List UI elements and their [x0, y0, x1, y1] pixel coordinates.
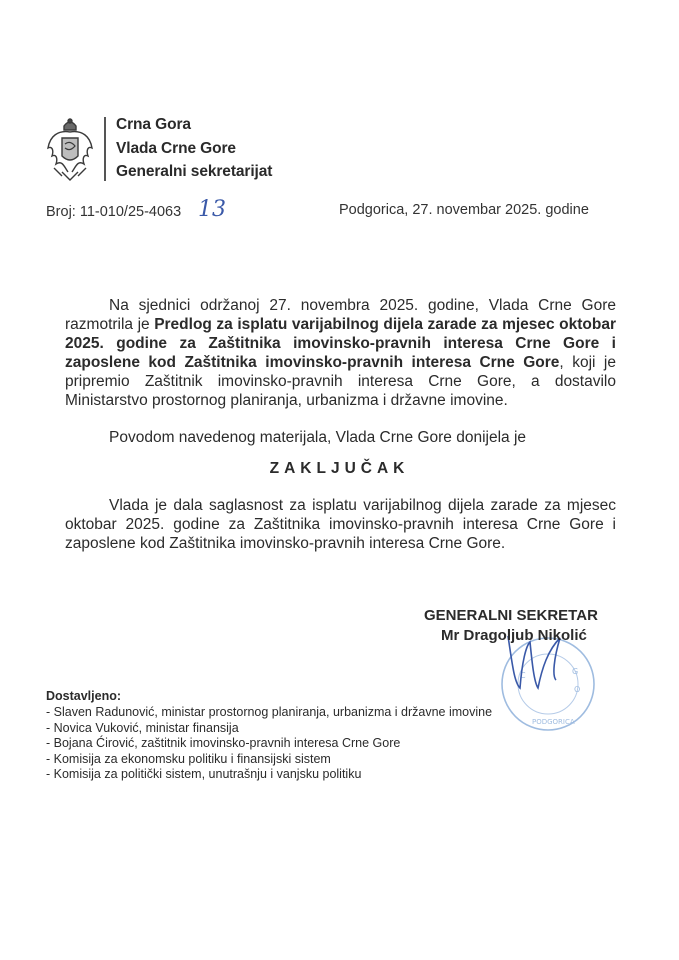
- svg-text:O: O: [574, 685, 581, 694]
- intro-paragraph: [65, 296, 616, 410]
- coat-of-arms-icon: [44, 116, 96, 184]
- handwritten-mark: 13: [198, 197, 226, 222]
- document-date: Podgorica, 27. novembar 2025. godine: [339, 202, 589, 218]
- distribution-item: - Komisija za ekonomsku politiku i finansijski sistem: [46, 752, 492, 768]
- distribution-item: - Slaven Radunović, ministar prostornog planiranja, urbanizma i državne imovine: [46, 705, 492, 721]
- distribution-label: Dostavljeno:: [46, 689, 122, 703]
- distribution-item: - Komisija za politički sistem, unutrašnju i vanjsku politiku: [46, 767, 492, 783]
- svg-text:C: C: [520, 671, 526, 680]
- official-stamp-icon: [490, 632, 600, 738]
- svg-text:PODGORICA: PODGORICA: [532, 718, 575, 726]
- conclusion-paragraph: [65, 496, 616, 553]
- distribution-list: [46, 705, 492, 783]
- org-line-country: Crna Gora: [116, 116, 191, 133]
- org-line-secretariat: Generalni sekretarijat: [116, 163, 273, 180]
- intro-proposal-title: Predlog za isplatu varijabilnog dijela zarade za mjesec oktobar 2025. godine za Zaštitnika imovinsko-pravnih interesa Crne Gore i zaposlene kod Zaštitnika imovinsko-pravnih interesa Crne Gore: [65, 316, 617, 371]
- signatory-name: Mr Dragoljub Nikolić: [441, 627, 587, 644]
- reference-number: Broj: 11-010/25-4063: [46, 204, 182, 220]
- conclusion-title: ZAKLJUČAK: [269, 460, 410, 477]
- org-line-government: Vlada Crne Gore: [116, 140, 236, 157]
- povodom-paragraph: Povodom navedenog materijala, Vlada Crne Gore donijela je: [109, 429, 527, 446]
- svg-text:G: G: [572, 667, 579, 676]
- distribution-item: - Novica Vuković, ministar finansija: [46, 721, 492, 737]
- intro-text-continued: , koji je pripremio Zaštitnik imovinsko-pravnih interesa Crne Gore, a dostavilo Ministarstvo prostornog planiranja, urbanizma i državne imovine.: [65, 354, 616, 409]
- signatory-position: GENERALNI SEKRETAR: [424, 607, 598, 624]
- header-divider: [104, 117, 106, 181]
- intro-text: Na sjednici održanoj 27. novembra 2025. godine, Vlada Crne Gore razmotrila je: [65, 297, 616, 333]
- distribution-item: - Bojana Ćirović, zaštitnik imovinsko-pravnih interesa Crne Gore: [46, 736, 492, 752]
- conclusion-text: Vlada je dala saglasnost za isplatu varijabilnog dijela zarade za mjesec oktobar 2025. godine za Zaštitnika imovinsko-pravnih interesa Crne Gore i zaposlene kod Zaštitnika imovinsko-pravnih interesa Crne Gore.: [65, 497, 616, 552]
